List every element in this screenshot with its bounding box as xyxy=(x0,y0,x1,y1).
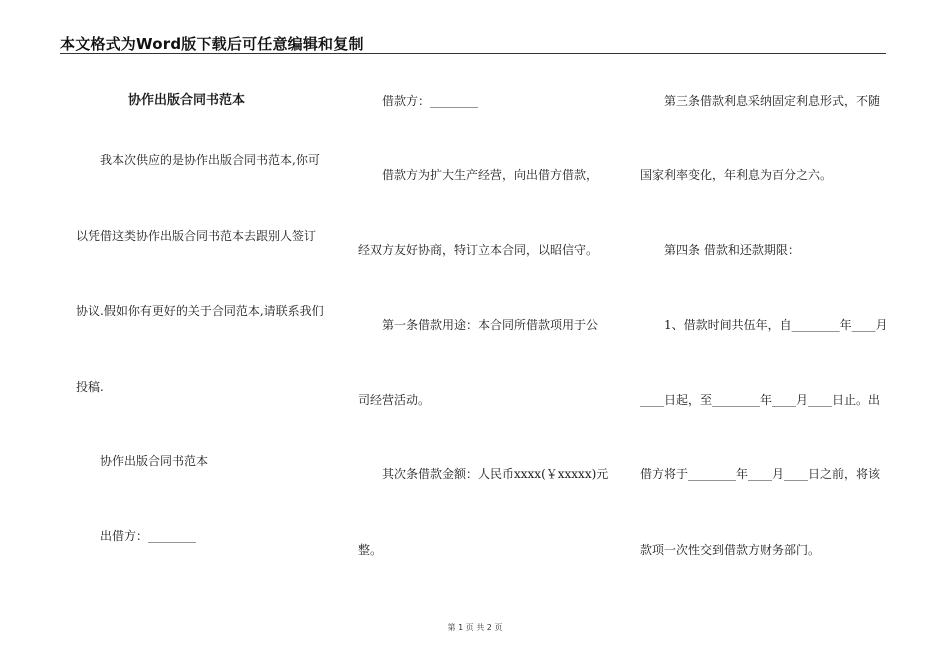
document-header: 本文格式为Word版下载后可任意编辑和复制 xyxy=(60,35,364,53)
clause-line: 整。 xyxy=(358,543,383,557)
clause-line: 第一条借款用途：本合同所借款项用于公 xyxy=(382,318,599,332)
clause-line: 司经营活动。 xyxy=(358,393,431,407)
clause-line: 国家利率变化，年利息为百分之六。 xyxy=(640,168,833,182)
clause-line: 1、借款时间共伍年，自________年____月 xyxy=(664,318,888,332)
paragraph-line: 协议.假如你有更好的关于合同范本,请联系我们 xyxy=(76,304,324,318)
clause-line: 第三条借款利息采纳固定利息形式，不随 xyxy=(664,94,881,108)
clause-line: ____日起，至________年____月____日止。出 xyxy=(640,393,881,407)
borrower-field: 借款方：________ xyxy=(382,94,479,108)
document-title: 协作出版合同书范本 xyxy=(128,93,246,108)
clause-line: 第四条 借款和还款期限： xyxy=(664,243,800,257)
clause-line: 借方将于________年____月____日之前，将该 xyxy=(640,467,881,481)
lender-field: 出借方：________ xyxy=(100,529,197,543)
paragraph-line: 以凭借这类协作出版合同书范本去跟别人签订 xyxy=(76,229,317,243)
text-column-1 xyxy=(76,0,326,672)
page-number: 第 1 页 共 2 页 xyxy=(447,623,503,632)
paragraph-line: 我本次供应的是协作出版合同书范本,你可 xyxy=(100,153,320,167)
clause-line: 其次条借款金额：人民币xxxx(￥xxxxx)元 xyxy=(382,467,609,481)
clause-line: 款项一次性交到借款方财务部门。 xyxy=(640,543,821,557)
text-column-3 xyxy=(640,0,890,672)
text-column-2 xyxy=(358,0,608,672)
paragraph-line: 借款方为扩大生产经营，向出借方借款， xyxy=(382,168,599,182)
paragraph-line: 经双方友好协商，特订立本合同，以昭信守。 xyxy=(358,243,599,257)
paragraph-line: 投稿. xyxy=(76,380,104,394)
section-heading: 协作出版合同书范本 xyxy=(100,454,209,468)
